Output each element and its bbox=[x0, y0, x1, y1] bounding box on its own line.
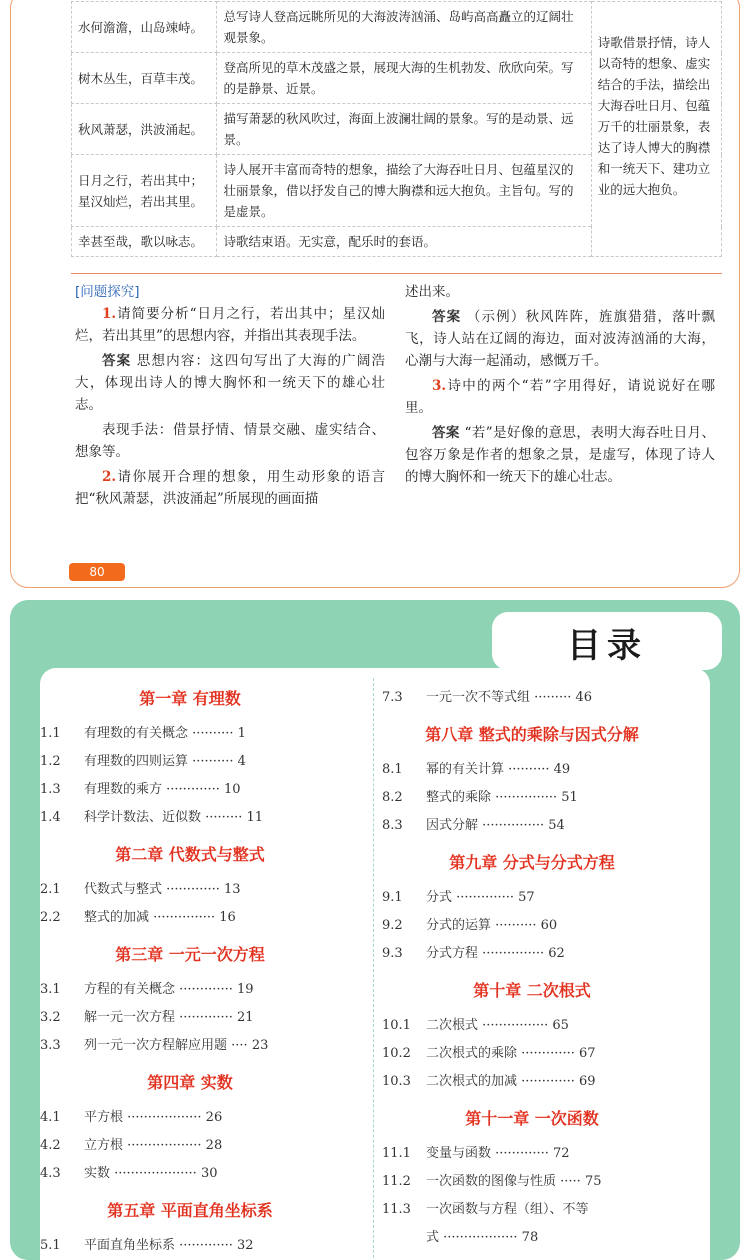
toc-entry[interactable] bbox=[40, 806, 340, 825]
section-title: 幂的有关计算 bbox=[426, 762, 505, 777]
chapter-heading: 第五章 平面直角坐标系 bbox=[107, 1201, 273, 1220]
toc-entry[interactable] bbox=[382, 942, 682, 961]
toc-entry[interactable] bbox=[40, 1106, 340, 1125]
page-ref: 30 bbox=[200, 1166, 218, 1181]
section-number: 8.2 bbox=[382, 790, 403, 805]
toc-entry[interactable] bbox=[40, 978, 340, 997]
section-number: 4.2 bbox=[40, 1138, 61, 1153]
toc-entry[interactable] bbox=[382, 1198, 682, 1217]
toc-entry[interactable] bbox=[382, 1142, 682, 1161]
page-ref: 32 bbox=[237, 1238, 254, 1253]
leader-dots: ········· bbox=[201, 810, 247, 825]
section-title: 分式 bbox=[426, 890, 453, 905]
section-number: 3.3 bbox=[40, 1038, 61, 1053]
section-number: 1.4 bbox=[40, 810, 61, 825]
section-number: 9.3 bbox=[382, 946, 403, 961]
leader-dots: ·················· bbox=[439, 1230, 522, 1245]
chapter-heading: 第一章 有理数 bbox=[139, 689, 241, 708]
page-ref: 57 bbox=[518, 890, 535, 905]
leader-dots: ············· bbox=[175, 1238, 238, 1253]
leader-dots: ············· bbox=[162, 782, 225, 797]
textbook-page bbox=[10, 0, 740, 588]
line-analysis: 登高所见的草木茂盛之景，展现大海的生机勃发、欣欣向荣。写的是静景、近景。 bbox=[217, 53, 591, 104]
section-number: 10.3 bbox=[382, 1074, 411, 1089]
section-title: 实数 bbox=[84, 1166, 111, 1181]
section-number: 3.2 bbox=[40, 1010, 61, 1025]
toc-title: 目录 bbox=[567, 626, 647, 666]
toc-entry[interactable] bbox=[382, 786, 682, 805]
page-number: 80 bbox=[69, 563, 125, 581]
toc-entry[interactable] bbox=[382, 914, 682, 933]
section-title: 分式方程 bbox=[426, 946, 479, 961]
line-analysis: 描写萧瑟的秋风吹过，海面上波澜壮阔的景象。写的是动景、远景。 bbox=[217, 104, 591, 155]
page-ref: 49 bbox=[553, 762, 571, 777]
section-title: 一元一次不等式组 bbox=[426, 690, 531, 705]
section-number: 1.1 bbox=[40, 726, 61, 741]
section-number: 8.3 bbox=[382, 818, 403, 833]
toc-entry[interactable] bbox=[382, 1170, 682, 1189]
leader-dots: ·········· bbox=[504, 762, 554, 777]
chapter-heading: 第十一章 一次函数 bbox=[465, 1109, 599, 1128]
toc-entry[interactable] bbox=[40, 906, 340, 925]
section-number: 4.3 bbox=[40, 1166, 61, 1181]
page-ref: 11 bbox=[246, 810, 264, 825]
leader-dots: ············· bbox=[175, 982, 238, 997]
section-number: 2.1 bbox=[40, 882, 61, 897]
table-of-contents-page bbox=[10, 600, 740, 1260]
toc-entry[interactable] bbox=[40, 1034, 340, 1053]
toc-entry[interactable] bbox=[382, 1226, 682, 1245]
section-title: 有理数的有关概念 bbox=[84, 726, 189, 741]
page-ref: 4 bbox=[237, 754, 246, 769]
leader-dots: ············· bbox=[162, 882, 225, 897]
leader-dots: ···· bbox=[227, 1038, 252, 1053]
section-number: 9.1 bbox=[382, 890, 403, 905]
section-number: 11.3 bbox=[382, 1202, 411, 1217]
section-number: 10.1 bbox=[382, 1018, 411, 1033]
toc-entry[interactable] bbox=[40, 1162, 340, 1181]
leader-dots: ············· bbox=[175, 1010, 238, 1025]
section-title: 二次根式 bbox=[426, 1018, 479, 1033]
poem-line: 日月之行，若出其中；星汉灿烂，若出其里。 bbox=[72, 155, 217, 227]
toc-entry[interactable] bbox=[40, 750, 340, 769]
section-number: 1.3 bbox=[40, 782, 61, 797]
section-number: 4.1 bbox=[40, 1110, 61, 1125]
chapter-heading: 第二章 代数式与整式 bbox=[115, 845, 265, 864]
leader-dots: ············· bbox=[517, 1074, 580, 1089]
leader-dots: ··············· bbox=[491, 790, 562, 805]
section-title: 有理数的乘方 bbox=[84, 782, 163, 797]
leader-dots: ···················· bbox=[110, 1166, 201, 1181]
answer-1-method: 表现手法：借景抒情、情景交融、虚实结合、想象等。 bbox=[75, 422, 385, 460]
section-number: 1.2 bbox=[40, 754, 61, 769]
section-number: 7.3 bbox=[382, 690, 403, 705]
toc-entry[interactable] bbox=[382, 814, 682, 833]
page-ref: 21 bbox=[237, 1010, 254, 1025]
line-analysis: 诗人展开丰富而奇特的想象，描绘了大海吞吐日月、包蕴星汉的壮丽景象，借以抒发自己的博大胸襟和远大抱负。主旨句。写的是虚景。 bbox=[217, 155, 591, 227]
qa-left-column bbox=[75, 281, 385, 513]
poem-line: 幸甚至哉，歌以咏志。 bbox=[72, 227, 217, 257]
page-ref: 19 bbox=[237, 982, 254, 997]
line-analysis: 总写诗人登高远眺所见的大海波涛汹涌、岛屿高高矗立的辽阔壮观景象。 bbox=[217, 2, 591, 53]
section-number: 11.2 bbox=[382, 1174, 411, 1189]
answer-2: 答案 （示例）秋风阵阵，旌旗猎猎，落叶飘飞，诗人站在辽阔的海边，面对波涛汹涌的大海，心潮与大海一起涌动，感慨万千。 bbox=[405, 309, 716, 369]
table-row bbox=[72, 2, 722, 53]
section-title: 一次函数与方程（组）、不等 bbox=[426, 1202, 589, 1217]
question-1: 1.请简要分析“日月之行，若出其中；星汉灿烂，若出其里”的思想内容，并指出其表现手法。 bbox=[75, 306, 385, 344]
leader-dots: ········· bbox=[530, 690, 576, 705]
leader-dots: ··············· bbox=[478, 946, 549, 961]
page-ref: 67 bbox=[579, 1046, 596, 1061]
toc-entry[interactable] bbox=[40, 1234, 340, 1253]
page-ref: 28 bbox=[205, 1138, 223, 1153]
toc-title-tab bbox=[492, 612, 722, 670]
line-analysis: 诗歌结束语。无实意，配乐时的套语。 bbox=[217, 227, 591, 257]
section-title: 科学计数法、近似数 bbox=[84, 810, 202, 825]
toc-entry[interactable] bbox=[382, 1014, 682, 1033]
leader-dots: ····· bbox=[556, 1174, 585, 1189]
chapter-heading: 第四章 实数 bbox=[147, 1073, 233, 1092]
section-title: 变量与函数 bbox=[426, 1146, 492, 1161]
section-number: 11.1 bbox=[382, 1146, 411, 1161]
section-title: 整式的加减 bbox=[84, 910, 150, 925]
page-ref: 23 bbox=[251, 1038, 269, 1053]
qa-right-column bbox=[405, 281, 715, 491]
leader-dots: ·········· bbox=[188, 726, 238, 741]
section-title: 分式的运算 bbox=[426, 918, 492, 933]
page-ref: 13 bbox=[224, 882, 241, 897]
question-2: 2.请你展开合理的想象，用生动形象的语言把“秋风萧瑟，洪波涌起”所展现的画面描 bbox=[75, 469, 385, 507]
toc-entry[interactable] bbox=[382, 758, 682, 777]
section-number: 2.2 bbox=[40, 910, 61, 925]
toc-entry[interactable] bbox=[40, 1006, 340, 1025]
page-ref: 10 bbox=[224, 782, 241, 797]
leader-dots: ················ bbox=[478, 1018, 553, 1033]
poem-analysis-table bbox=[71, 1, 722, 257]
section-number: 3.1 bbox=[40, 982, 61, 997]
leader-dots: ·················· bbox=[123, 1110, 206, 1125]
poem-summary: 诗歌借景抒情，诗人以奇特的想象、虚实结合的手法，描绘出大海吞吐日月、包蕴万千的壮丽景象，表达了诗人博大的胸襟和一统天下、建功立业的远大抱负。 bbox=[591, 2, 721, 257]
toc-entry[interactable] bbox=[382, 686, 682, 705]
question-2-continued: 述出来。 bbox=[405, 284, 459, 300]
section-number: 5.1 bbox=[40, 1238, 61, 1253]
toc-panel bbox=[40, 668, 710, 1260]
leader-dots: ·········· bbox=[491, 918, 541, 933]
page-ref: 65 bbox=[552, 1018, 569, 1033]
toc-entry[interactable] bbox=[382, 886, 682, 905]
section-number: 9.2 bbox=[382, 918, 403, 933]
answer-1: 答案 思想内容：这四句写出了大海的广阔浩大，体现出诗人的博大胸怀和一统天下的雄心壮志。 bbox=[75, 353, 386, 413]
toc-entry[interactable] bbox=[40, 778, 340, 797]
toc-entry[interactable] bbox=[382, 1042, 682, 1061]
leader-dots: ············· bbox=[517, 1046, 580, 1061]
poem-line: 树木丛生，百草丰茂。 bbox=[72, 53, 217, 104]
section-title: 立方根 bbox=[84, 1138, 124, 1153]
section-title: 整式的乘除 bbox=[426, 790, 492, 805]
page-ref: 78 bbox=[521, 1230, 539, 1245]
leader-dots: ·················· bbox=[123, 1138, 206, 1153]
section-title: 方程的有关概念 bbox=[84, 982, 176, 997]
chapter-heading: 第九章 分式与分式方程 bbox=[449, 853, 615, 872]
page-ref: 1 bbox=[237, 726, 246, 741]
section-title: 平方根 bbox=[84, 1110, 124, 1125]
page-ref: 16 bbox=[219, 910, 236, 925]
section-title: 列一元一次方程解应用题 bbox=[84, 1038, 228, 1053]
page-ref: 60 bbox=[540, 918, 558, 933]
page-ref: 72 bbox=[553, 1146, 570, 1161]
leader-dots: ·········· bbox=[188, 754, 238, 769]
section-number: 10.2 bbox=[382, 1046, 411, 1061]
section-title: 二次根式的加减 bbox=[426, 1074, 518, 1089]
table-divider bbox=[71, 273, 722, 274]
section-title: 式 bbox=[426, 1230, 440, 1245]
page-ref: 62 bbox=[548, 946, 565, 961]
section-title: 因式分解 bbox=[426, 818, 479, 833]
page-ref: 75 bbox=[584, 1174, 602, 1189]
section-title: 二次根式的乘除 bbox=[426, 1046, 518, 1061]
toc-entry[interactable] bbox=[40, 878, 340, 897]
chapter-heading: 第八章 整式的乘除与因式分解 bbox=[425, 725, 639, 744]
poem-line: 秋风萧瑟，洪波涌起。 bbox=[72, 104, 217, 155]
question-3: 3.诗中的两个“若”字用得好，请说说好在哪里。 bbox=[405, 378, 715, 416]
chapter-heading: 第十章 二次根式 bbox=[473, 981, 591, 1000]
leader-dots: ··············· bbox=[149, 910, 220, 925]
section-heading: [问题探究] bbox=[75, 284, 140, 300]
answer-3: 答案 “若”是好像的意思，表明大海吞吐日月、包容万象是作者的想象之景，是虚写，体现了诗人的博大胸怀和一统天下的雄心壮志。 bbox=[405, 425, 716, 485]
leader-dots: ·············· bbox=[452, 890, 519, 905]
toc-entry[interactable] bbox=[40, 722, 340, 741]
toc-entry[interactable] bbox=[40, 1134, 340, 1153]
leader-dots: ············· bbox=[491, 1146, 554, 1161]
section-title: 代数式与整式 bbox=[84, 882, 163, 897]
section-number: 8.1 bbox=[382, 762, 403, 777]
leader-dots: ··············· bbox=[478, 818, 549, 833]
column-divider bbox=[373, 678, 374, 1260]
page-ref: 26 bbox=[205, 1110, 223, 1125]
poem-line: 水何澹澹，山岛竦峙。 bbox=[72, 2, 217, 53]
page-ref: 46 bbox=[575, 690, 593, 705]
section-title: 平面直角坐标系 bbox=[84, 1238, 176, 1253]
page-ref: 69 bbox=[579, 1074, 596, 1089]
section-title: 有理数的四则运算 bbox=[84, 754, 189, 769]
section-title: 解一元一次方程 bbox=[84, 1010, 176, 1025]
toc-entry[interactable] bbox=[382, 1070, 682, 1089]
page-ref: 51 bbox=[561, 790, 578, 805]
chapter-heading: 第三章 一元一次方程 bbox=[115, 945, 265, 964]
section-title: 一次函数的图像与性质 bbox=[426, 1174, 557, 1189]
page-ref: 54 bbox=[548, 818, 565, 833]
